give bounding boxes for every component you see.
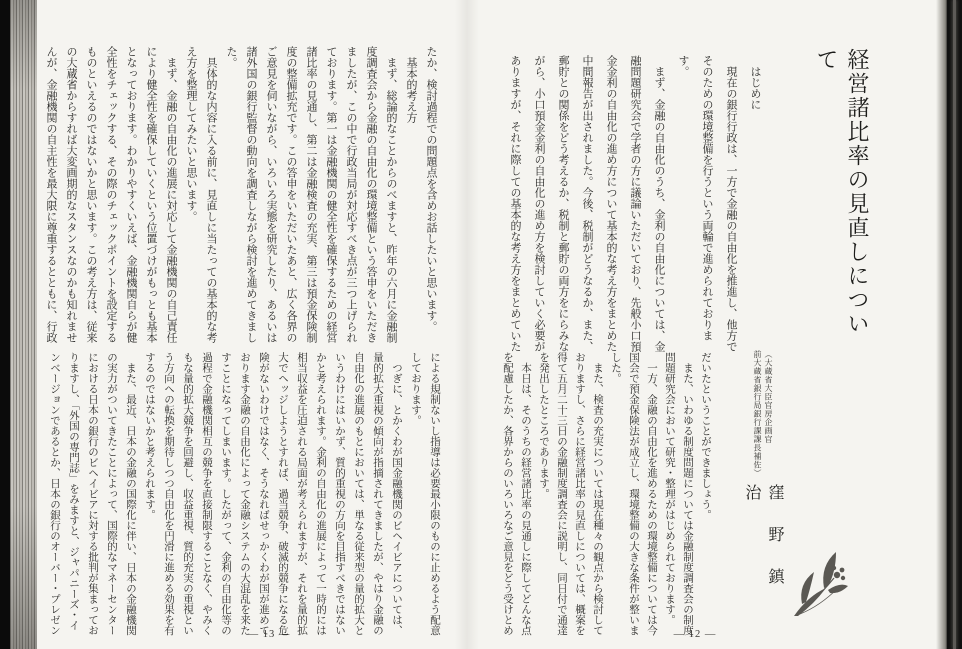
text-column: んが、金融機関の自主性を最大限に尊重するとともに、行政: [45, 46, 57, 343]
page-curl-right: [936, 0, 947, 649]
book-cover-edge-right: [947, 0, 962, 649]
text-column: 全性をチェックする、その際のチェックポイントを設定する: [105, 46, 117, 343]
text-column: 険がないわけではなく、そうなればせっかくわが国が進めて: [258, 352, 269, 636]
left-page: [37, 0, 455, 649]
stacked-page-edges-left: [10, 0, 37, 649]
text-column: りますし、「外国の専門誌」をみますと、ジャパニーズ・イ: [68, 352, 79, 631]
book-cover-edge-left: [0, 0, 10, 649]
text-column: だいたということができましょう。: [700, 352, 711, 520]
text-column: 諸外国の銀行監督の動向を調査しながら検討を進めてきまし: [245, 46, 257, 343]
text-column: 融問題研究会で学者の方に議論いただいており、先般小口預: [629, 55, 641, 352]
text-column: ありますが、それに際しての基本的な考え方をまとめていた: [509, 55, 521, 352]
text-column: そのための環境整備を行うという両輪で進められておりま: [701, 55, 713, 341]
text-column: を配慮したか、各界からのいろいろなご意見をどう受けとめ: [502, 352, 513, 636]
author-affiliation: [752, 350, 774, 490]
text-column: まず、総論的なことからのべますと、昨年の六月に金融制: [385, 46, 397, 343]
text-column: 本日は、そのうちの経営諸比率の見通しに際してどんな点: [520, 352, 531, 636]
text-column: 諸比率の見通し、第二は金融検査の充実、第三は預金保険制: [305, 46, 317, 343]
text-column: まず、金融の自由化の進展に対応して金融機関の自己責任: [165, 46, 177, 343]
text-column: かと考えられます。金利の自由化の進展によって一時的には: [315, 352, 326, 636]
right-page-upper-text-block: [503, 55, 767, 355]
text-column: となっております。わかりやすくいえば、金融機関自らが健: [125, 46, 137, 343]
text-column: た。: [225, 46, 237, 68]
text-column: おります金融の自由化によって金融システムの大混乱を来た: [239, 352, 250, 636]
text-column: 郵貯との関係をどう考えるか、税制と郵貯の両方をにらみな: [557, 55, 569, 352]
text-column: 量的拡大重視の傾向が指摘されてきましたが、やはり金融の: [372, 352, 383, 636]
text-column: もな量的拡大競争を回避し、収益重視、質的充実の重視とい: [182, 352, 193, 636]
text-column: 具体的な内容に入る前に、見直しに当たっての基本的な考: [205, 46, 217, 343]
text-column: すことになってしまいます。したがって、金利の自由化等の: [220, 352, 231, 636]
text-column: するのではないかと考えられます。: [144, 352, 155, 520]
text-column: における日本の銀行のビヘイビアに対する批判が集まってお: [87, 352, 98, 636]
page-number-right: — 12 —: [673, 629, 717, 640]
text-column: ンベージョンであるとか、日本の銀行のオーバー・プレゼン: [49, 352, 60, 636]
text-column: 過程で金融機関相互の競争を直接制限することなく、やみく: [201, 352, 212, 636]
text-column: 前大蔵省銀行局銀行課課長補佐）: [753, 350, 762, 478]
text-column: 度調査会から金融の自由化の環境整備という答申をいただき: [365, 46, 377, 343]
plant-sketch-illustration: [790, 542, 850, 620]
right-page-lower-text-block: [498, 352, 714, 644]
text-column: 国会で預金保険法が成立し、環境整備の大きな条件が整いま: [628, 352, 639, 636]
text-column: 自由化の進展のもとにおいては、単なる従来型の量的拡大と: [353, 352, 364, 636]
text-column: たか、検討過程での問題点を含めお話したいと思います。: [425, 46, 437, 332]
text-column: ております。第一は金融機関の健全性を確保するための経営: [325, 46, 337, 343]
text-column: しております。: [410, 352, 421, 426]
text-column: また、検査の充実については現在種々の観点から検討して: [592, 352, 603, 636]
text-column: 問題研究会において研究・整理がはじめられております。: [664, 352, 675, 625]
text-column: 中間報告が出されました。今後、税制がどうなるか、また、: [581, 55, 593, 352]
text-column: まず、金融の自由化のうち、金利の自由化については、金: [653, 55, 665, 352]
text-column: ご意見を伺いながら、いろいろ実態を研究したり、あるいは: [265, 46, 277, 343]
text-column: （大蔵省大臣官房企画官: [764, 350, 773, 444]
page-gutter-shadow: [455, 0, 479, 649]
left-page-upper-text-block: [41, 46, 441, 346]
text-column: す。: [677, 55, 689, 77]
text-column: また、最近、日本の金融の国際化に伴い、日本の金融機関: [125, 352, 136, 636]
text-column: はじめに: [749, 55, 761, 110]
text-column: ましたが、この中で行政当局が対応すべき点が三つ上げられ: [345, 46, 357, 343]
left-page-lower-text-block: [45, 352, 444, 642]
text-column: 度の整備拡充です。この答申をいただいたあと、広く各界の: [285, 46, 297, 343]
text-column: ものといえるのではないかと思います。この考え方は、従来: [85, 46, 97, 343]
text-column: う方向への転換を期待しつつ自由化を円滑に進める効果を有: [163, 352, 174, 636]
page-number-left: — 13 —: [247, 629, 291, 640]
text-column: 大でヘッジしようとすれば、過当競争、破滅的競争になる危: [277, 352, 288, 636]
text-column: の大蔵省からすれば大変画期的なスタンスなのかも知れませ: [65, 46, 77, 343]
text-column: おりますし、さらに経営諸比率の見直しについては、概案を: [574, 352, 585, 636]
page-title: 経営諸比率の見直しについて: [814, 48, 870, 336]
text-column: 現在の銀行行政は、一方で金融の自由化を推進し、他方で: [725, 55, 737, 352]
text-column: 一方、金融の自由化を進めるための環境整備については今: [646, 352, 657, 636]
text-column: による規制ないし指導は必要最小限のものに止めるよう配意: [429, 352, 440, 636]
text-column: いうわけにはいかず、質的重視の方向を目指すべきではない: [334, 352, 345, 636]
text-column: の実力がついてきたことによって、国際的なマネーセンター: [106, 352, 117, 636]
text-column: また、いわゆる制度問題については金融制度調査会の制度: [682, 352, 693, 636]
text-column: により健全性を確保していくという位置づけがもっとも基本: [145, 46, 157, 343]
author-name: 窪野鎮治: [743, 484, 783, 610]
text-column: 金金利の自由化の進め方について基本的な考え方をまとめた: [605, 55, 617, 352]
text-column: 相当収益を圧迫される局面が考えられますが、それを量的拡: [296, 352, 307, 636]
text-column: 得て五月二十三日の金融制度調査会に説明し、同日付で通達: [556, 352, 567, 636]
text-column: がら、小口預金金利の自由化の進め方を検討していく必要が: [533, 55, 545, 352]
text-column: を発出したところであります。: [538, 352, 549, 499]
text-column: した。: [610, 352, 621, 384]
right-page: [479, 0, 936, 649]
text-column: つぎに、とかくわが国金融機関のビヘイビアについては、: [391, 352, 402, 636]
text-column: え方を整理してみたいと思います。: [185, 46, 197, 222]
text-column: 基本的考え方: [405, 46, 417, 123]
